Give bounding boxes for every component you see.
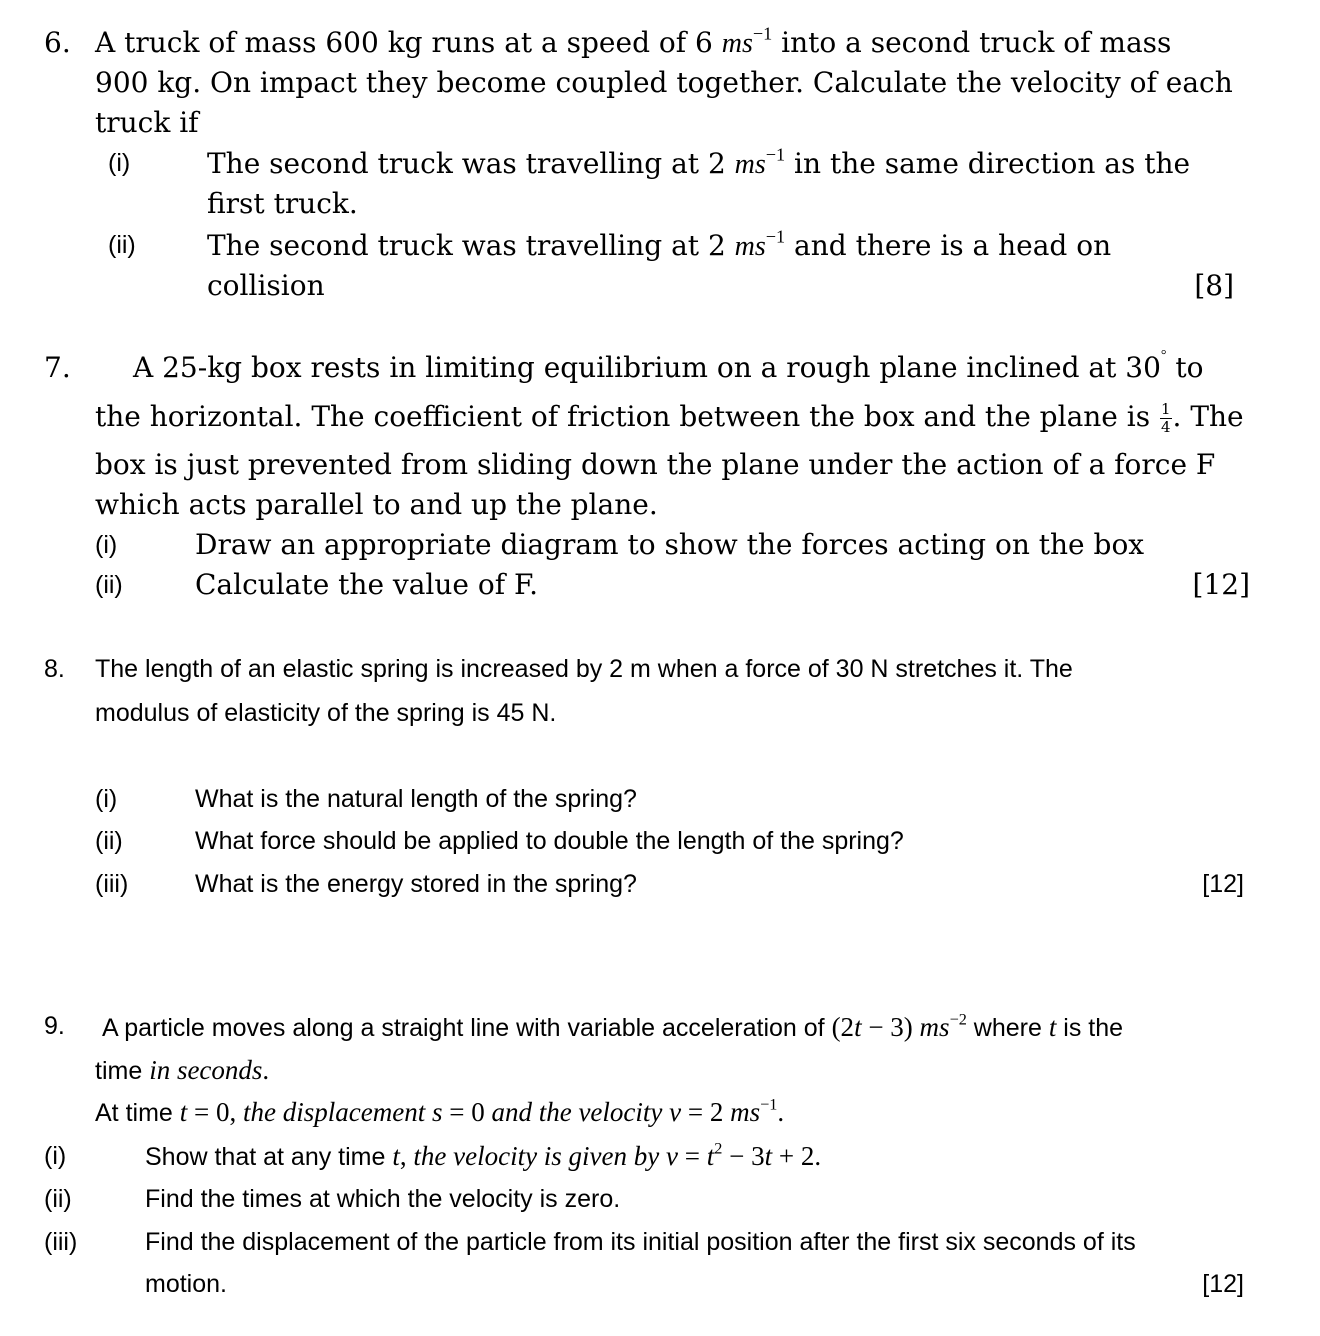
sub-part-text: What force should be applied to double the length of the spring? xyxy=(195,827,904,855)
sub-part-text: Find the displacement of the particle from its initial position after the first six seconds of its xyxy=(145,1228,1136,1256)
marks: [8] xyxy=(1194,269,1234,302)
sub-part-text: What is the natural length of the spring? xyxy=(195,785,637,813)
sub-part-text: The second truck was travelling at 2 $ms^{-1}$ and there is a head on xyxy=(207,226,1112,262)
question-number: 6. xyxy=(44,26,71,59)
marks: [12] xyxy=(1192,568,1250,601)
sub-part-text: Calculate the value of F. xyxy=(195,568,538,601)
question-text-line: modulus of elasticity of the spring is 45 N. xyxy=(95,699,557,727)
question-text-line: A 25-kg box rests in limiting equilibrium on a rough plane inclined at 30° to xyxy=(133,348,1204,384)
question-text-line: A particle moves along a straight line with variable acceleration of (2t − 3) $ms^{-2}$ where t is the xyxy=(102,1010,1124,1042)
sub-part-label: (iii) xyxy=(44,1228,78,1256)
sub-part-text: motion. xyxy=(145,1270,227,1298)
sub-part-label: (i) xyxy=(95,785,118,813)
marks: [12] xyxy=(1202,1270,1244,1298)
question-text-line: box is just prevented from sliding down the plane under the action of a force F xyxy=(95,448,1216,481)
fraction: $\frac{1}{4}$ xyxy=(1161,400,1171,436)
sub-part-label: (i) xyxy=(108,149,131,177)
marks: [12] xyxy=(1202,870,1244,898)
sub-part-label: (i) xyxy=(95,531,118,559)
sub-part-label: (ii) xyxy=(108,231,136,259)
sub-part-text: collision xyxy=(207,269,325,302)
sub-part-label: (ii) xyxy=(44,1185,72,1213)
question-number: 9. xyxy=(44,1012,65,1040)
question-text-line: 900 kg. On impact they become coupled together. Calculate the velocity of each xyxy=(95,66,1233,99)
sub-part-text: Find the times at which the velocity is zero. xyxy=(145,1185,621,1213)
sub-part-text: Show that at any time t, the velocity is given by $v = t^2 - 3t + 2$. xyxy=(145,1139,822,1171)
sub-part-text: Draw an appropriate diagram to show the forces acting on the box xyxy=(195,528,1145,561)
question-text-line: truck if xyxy=(95,106,199,139)
question-text-line: The length of an elastic spring is increased by 2 m when a force of 30 N stretches it. The xyxy=(95,655,1073,683)
sub-part-text: What is the energy stored in the spring? xyxy=(195,870,637,898)
sub-part-label: (ii) xyxy=(95,827,123,855)
sub-part-text: The second truck was travelling at 2 $ms^{-1}$ in the same direction as the xyxy=(207,144,1191,180)
question-number: 7. xyxy=(44,351,71,384)
question-text-line: At time t = 0, the displacement s = 0 and the velocity v = 2 $ms^{-1}$. xyxy=(95,1095,785,1127)
sub-part-text: first truck. xyxy=(207,187,358,220)
question-text-line: which acts parallel to and up the plane. xyxy=(95,488,658,521)
question-text-line: A truck of mass 600 kg runs at a speed of 6 $ms^{-1}$ into a second truck of mass xyxy=(95,23,1172,59)
sub-part-label: (ii) xyxy=(95,571,123,599)
question-text-line: the horizontal. The coefficient of friction between the box and the plane is $\frac{1}{4}$ . The xyxy=(95,400,1244,436)
question-text-line: time in seconds. xyxy=(95,1055,270,1085)
sub-part-label: (iii) xyxy=(95,870,129,898)
question-number: 8. xyxy=(44,655,65,683)
sub-part-label: (i) xyxy=(44,1142,67,1170)
